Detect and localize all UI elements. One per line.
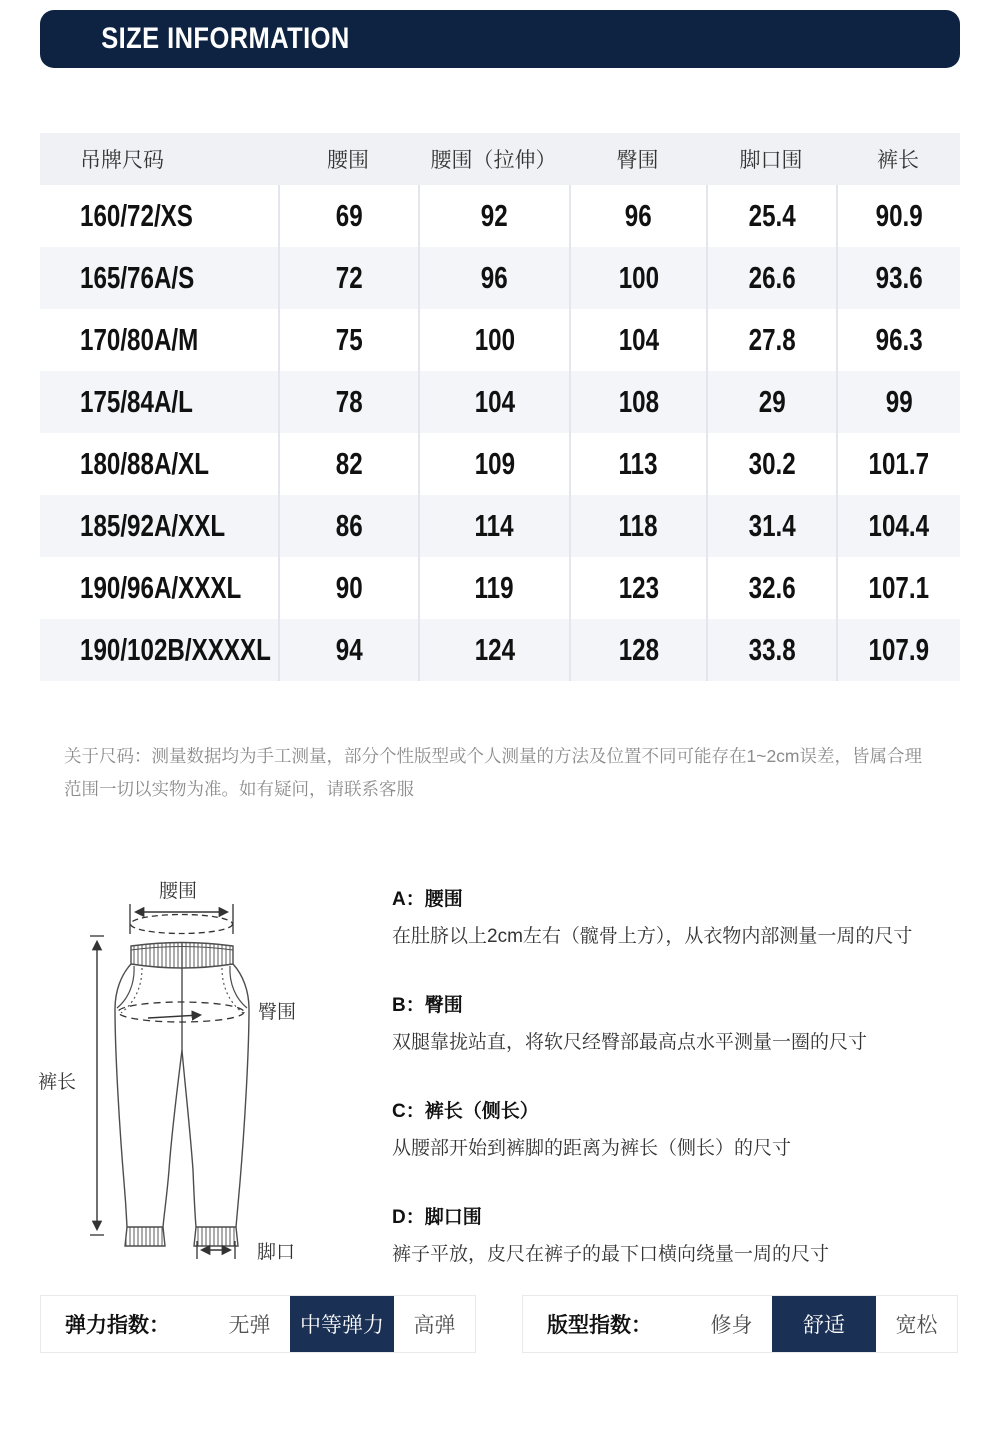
cell-value: 96.3 — [875, 322, 923, 357]
size-note-line1: 关于尺码：测量数据均为手工测量，部分个性版型或个人测量的方法及位置不同可能存在1~2cm误差，皆属合理 — [64, 746, 923, 766]
cell-value: 86 — [335, 508, 363, 543]
elastic-option-none: 无弹 — [228, 1314, 271, 1337]
size-note — [64, 740, 949, 806]
cell-value: 104 — [618, 322, 659, 357]
cell-value: 109 — [474, 446, 515, 481]
fit-option-loose: 宽松 — [895, 1314, 938, 1337]
elastic-option-medium-selected: 中等弹力 — [290, 1296, 394, 1352]
table-row — [40, 309, 960, 371]
guide-desc: 裤子平放，皮尺在裤子的最下口横向绕量一周的尺寸 — [392, 1244, 830, 1265]
cell-value: 31.4 — [748, 508, 796, 543]
hip-label: 臀围 — [258, 1002, 297, 1023]
cell-value: 100 — [618, 260, 659, 295]
size-label: 190/96A/XXXL — [80, 570, 242, 605]
size-note-line2: 范围一切以实物为准。如有疑问，请联系客服 — [64, 779, 414, 799]
fit-option-slim: 修身 — [710, 1314, 753, 1337]
hip-measure-arrow — [148, 1015, 200, 1018]
pants-measurement-diagram — [20, 860, 360, 1280]
size-label: 175/84A/L — [80, 384, 193, 419]
table-row — [40, 619, 960, 681]
guide-desc: 在肚脐以上2cm左右（髋骨上方），从衣物内部测量一周的尺寸 — [392, 926, 913, 947]
table-row — [40, 433, 960, 495]
cell-value: 75 — [335, 322, 363, 357]
cell-value: 72 — [335, 260, 363, 295]
cell-value: 78 — [335, 384, 363, 419]
table-row — [40, 185, 960, 247]
cell-value: 25.4 — [748, 198, 796, 233]
cell-value: 92 — [481, 198, 508, 233]
cell-value: 113 — [618, 446, 658, 481]
guide-block-waist — [392, 884, 967, 948]
length-label: 裤长 — [38, 1072, 77, 1093]
cell-value: 104.4 — [868, 508, 930, 543]
cell-value: 118 — [618, 508, 658, 543]
table-row — [40, 557, 960, 619]
cell-value: 69 — [335, 198, 363, 233]
cell-value: 123 — [618, 570, 659, 605]
table-header-row — [40, 133, 960, 185]
column-header-waist-stretch: 腰围（拉伸） — [430, 149, 557, 172]
size-label: 165/76A/S — [80, 260, 195, 295]
cell-value: 94 — [335, 632, 363, 667]
cell-value: 108 — [618, 384, 659, 419]
cell-value: 26.6 — [748, 260, 796, 295]
right-cuff — [194, 1227, 238, 1246]
size-label: 170/80A/M — [80, 322, 199, 357]
section-title: SIZE INFORMATION — [101, 22, 350, 55]
waist-label: 腰围 — [158, 881, 198, 902]
cell-value: 30.2 — [748, 446, 796, 481]
cell-value: 27.8 — [748, 322, 796, 357]
fit-option-comfort-selected: 舒适 — [772, 1296, 876, 1352]
cell-value: 96 — [481, 260, 508, 295]
left-cuff — [125, 1227, 165, 1246]
fit-index-bar — [522, 1295, 958, 1353]
size-table — [40, 133, 960, 681]
column-header-waist: 腰围 — [327, 149, 369, 172]
elastic-option-high: 高弹 — [413, 1314, 456, 1337]
table-row — [40, 495, 960, 557]
elastic-index-bar — [40, 1295, 476, 1353]
guide-title: B：臀围 — [392, 995, 463, 1016]
right-inner-seam — [182, 1050, 196, 1227]
measurement-guide — [392, 884, 967, 1308]
cell-value: 100 — [474, 322, 515, 357]
cell-value: 96 — [625, 198, 652, 233]
right-outer-seam — [233, 964, 249, 1227]
cell-value: 124 — [474, 632, 515, 667]
cell-value: 99 — [885, 384, 913, 419]
guide-desc: 从腰部开始到裤脚的距离为裤长（侧长）的尺寸 — [392, 1138, 792, 1159]
cell-value: 107.9 — [868, 632, 930, 667]
cell-value: 29 — [758, 384, 786, 419]
table-row — [40, 247, 960, 309]
cell-value: 33.8 — [748, 632, 796, 667]
table-row — [40, 371, 960, 433]
cell-value: 93.6 — [875, 260, 923, 295]
cell-value: 107.1 — [868, 570, 930, 605]
hem-label: 脚口 — [257, 1242, 296, 1263]
size-label: 185/92A/XXL — [80, 508, 226, 543]
size-label: 160/72/XS — [80, 198, 193, 233]
left-inner-seam — [163, 1050, 182, 1227]
guide-block-hip — [392, 990, 967, 1054]
left-outer-seam — [115, 964, 131, 1227]
fit-index-label: 版型指数： — [547, 1314, 652, 1337]
cell-value: 128 — [618, 632, 659, 667]
column-header-hip: 臀围 — [616, 149, 659, 172]
guide-block-length — [392, 1096, 967, 1160]
hip-dashed-ellipse — [118, 1002, 244, 1022]
elastic-index-label: 弹力指数： — [65, 1314, 170, 1337]
guide-desc: 双腿靠拢站直，将软尺经臀部最高点水平测量一圈的尺寸 — [392, 1032, 868, 1053]
guide-title: C：裤长（侧长） — [392, 1101, 539, 1122]
section-header-banner — [40, 10, 960, 68]
guide-block-hem — [392, 1202, 967, 1266]
cell-value: 90 — [335, 570, 363, 605]
guide-title: D：脚口围 — [392, 1207, 482, 1228]
cell-value: 114 — [474, 508, 514, 543]
cell-value: 119 — [474, 570, 514, 605]
cell-value: 101.7 — [868, 446, 930, 481]
size-label: 190/102B/XXXXL — [80, 632, 271, 667]
size-label: 180/88A/XL — [80, 446, 210, 481]
cell-value: 32.6 — [748, 570, 796, 605]
guide-title: A：腰围 — [392, 889, 463, 910]
column-header-hem: 脚口围 — [739, 149, 803, 172]
cell-value: 90.9 — [875, 198, 923, 233]
waist-dashed-ellipse — [131, 915, 233, 934]
cell-value: 82 — [335, 446, 363, 481]
column-header-length: 裤长 — [877, 149, 919, 172]
cell-value: 104 — [474, 384, 515, 419]
column-header-size: 吊牌尺码 — [80, 149, 164, 172]
